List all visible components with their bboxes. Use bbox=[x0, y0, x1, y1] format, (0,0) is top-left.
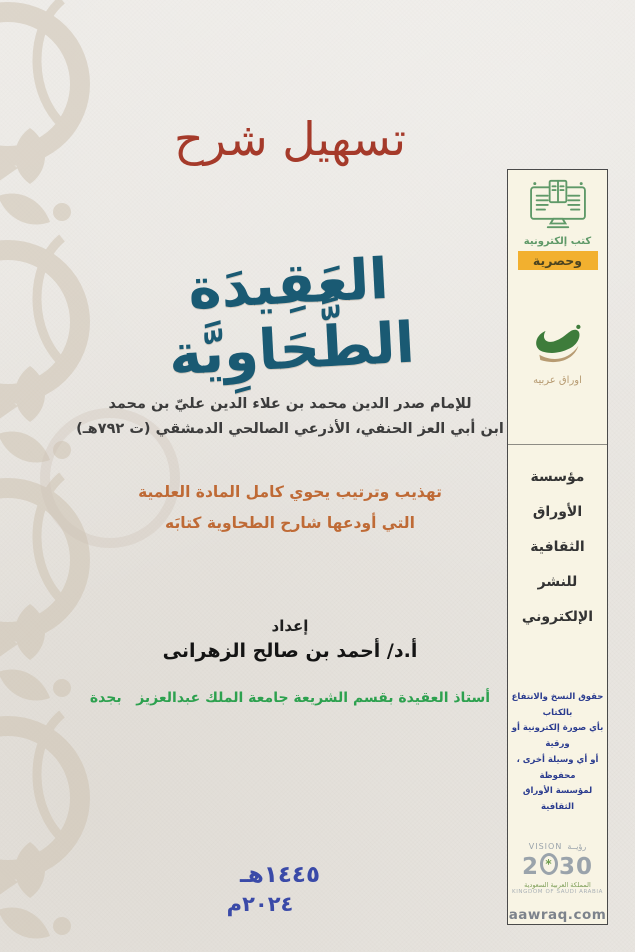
subtitle-line-1: تهذيب وترتيب يحوي كامل المادة العلمية bbox=[138, 483, 442, 501]
publisher-line: الأوراق bbox=[532, 504, 583, 520]
vision-wordmark bbox=[508, 842, 607, 851]
copyright-notice bbox=[508, 690, 607, 816]
year-hijri: ١٤٤٥هـ bbox=[240, 862, 320, 888]
vision-year-left: 2 bbox=[521, 854, 539, 880]
kingdom-name-ar: المملكة العربية السعودية bbox=[524, 881, 591, 889]
vision-year-right: 30 bbox=[559, 854, 594, 880]
prepared-by-label: إعداد bbox=[271, 617, 309, 635]
ebooks-label: كتب إلكترونية bbox=[523, 236, 592, 247]
vision-wordmark-en: VISION bbox=[528, 842, 563, 851]
palm-glyph: * bbox=[545, 857, 553, 871]
publisher-name bbox=[508, 460, 607, 635]
exclusive-badge: وحصرية bbox=[518, 251, 598, 270]
publisher-line: الإلكتروني bbox=[521, 609, 594, 625]
author-block bbox=[60, 392, 520, 443]
preparer-name: أ.د/ أحمد بن صالح الزهرانى bbox=[162, 640, 418, 662]
vision-2030-logo bbox=[508, 842, 607, 895]
publisher-line: الثقافية bbox=[530, 539, 585, 555]
copyright-line: حقوق النسخ والانتفاع بالكتاب bbox=[511, 692, 604, 718]
kingdom-name-en: KINGDOM OF SAUDI ARABIA bbox=[512, 889, 603, 895]
copyright-line: بأي صورة إلكترونية أو ورقية bbox=[511, 723, 604, 750]
awraq-logo-label: اوراق عربيه bbox=[533, 375, 582, 386]
publisher-panel bbox=[507, 169, 608, 925]
subtitle-line-2: التي أودعها شارح الطحاوية كتابَه bbox=[165, 514, 415, 532]
subtitle-block bbox=[60, 477, 520, 539]
series-title: تسهيل شرح bbox=[174, 112, 406, 166]
awraq-logo-icon bbox=[527, 355, 589, 374]
saudi-emblem-icon bbox=[540, 853, 558, 875]
publication-dates bbox=[60, 862, 520, 916]
publisher-line: مؤسسة bbox=[530, 469, 585, 485]
panel-divider bbox=[508, 444, 607, 445]
vision-wordmark-ar: رؤيــة bbox=[567, 842, 587, 851]
author-line-1: للإمام صدر الدين محمد بن علاء الدين عليّ بن محمد bbox=[108, 396, 472, 412]
ebooks-logo bbox=[508, 178, 607, 270]
vision-year bbox=[508, 852, 607, 880]
author-line-2: ابن أبي العز الحنفي، الأذرعي الصالحي الدمشقي (ت ٧٩٢هـ) bbox=[76, 421, 504, 438]
website-url: aawraq.com bbox=[508, 907, 607, 923]
copyright-line: لمؤسسة الأوراق الثقافية bbox=[522, 786, 593, 813]
ebook-monitor-icon bbox=[525, 215, 591, 234]
publisher-line: للنشر bbox=[537, 574, 578, 590]
book-main-title: العَقِيدَة الطَّحَاوِيَّة bbox=[167, 246, 417, 389]
awraq-logo bbox=[508, 320, 607, 386]
preparer-role: أستاذ العقيدة بقسم الشريعة جامعة الملك عبدالعزيز بجدة bbox=[89, 690, 491, 706]
copyright-line: أو أي وسيلة أخرى ، محفوظة bbox=[516, 754, 599, 781]
year-gregorian: ٢٠٢٤م bbox=[226, 892, 294, 916]
